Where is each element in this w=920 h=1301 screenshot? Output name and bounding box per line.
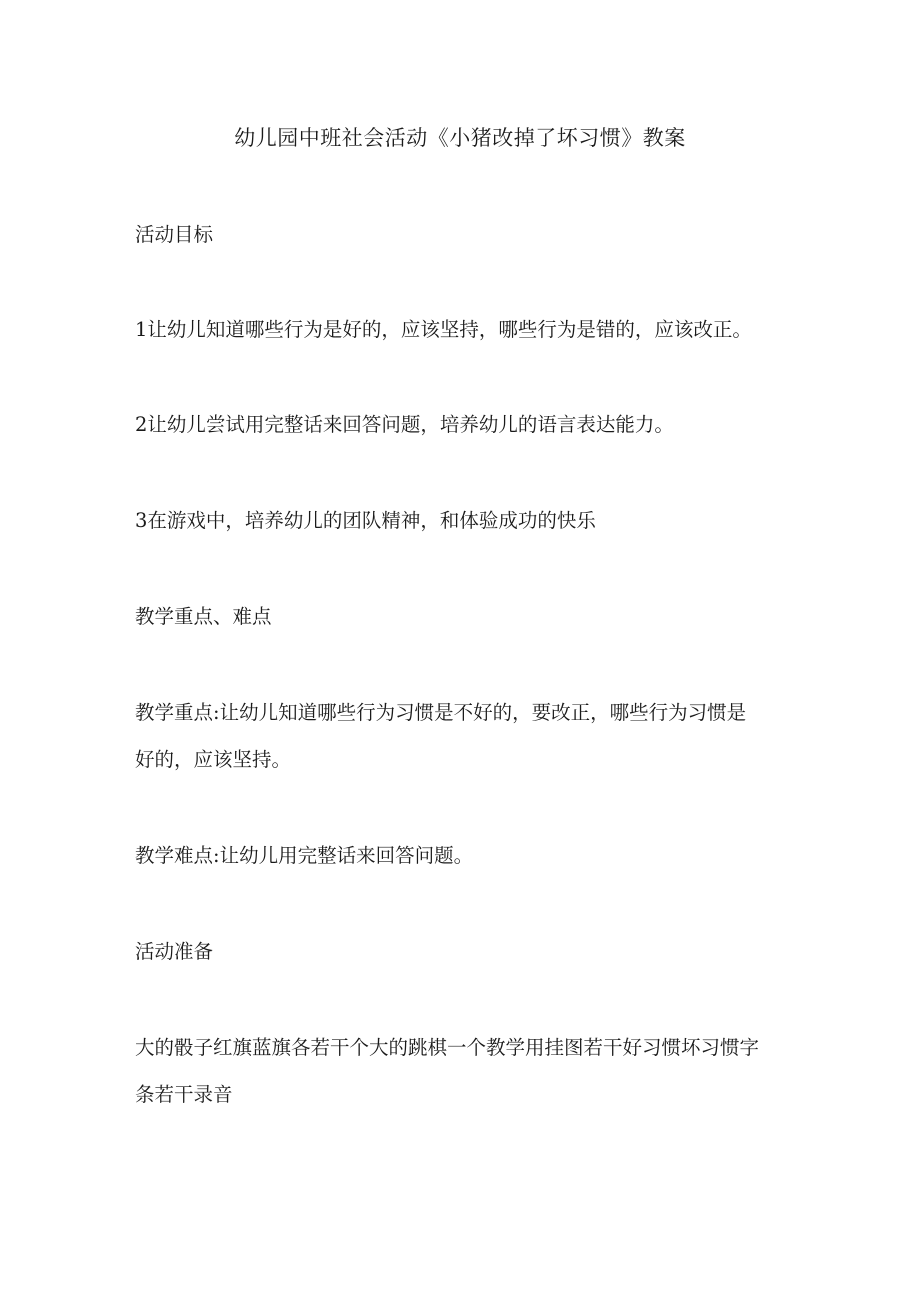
key-point-line-1: 教学重点:让幼儿知道哪些行为习惯是不好的，要改正，哪些行为习惯是 <box>135 701 747 724</box>
section-heading-key-points: 教学重点、难点 <box>135 605 272 628</box>
goal-item-3: 3在游戏中，培养幼儿的团队精神，和体验成功的快乐 <box>135 509 596 532</box>
preparation-line-2: 条若干录音 <box>135 1083 233 1106</box>
goal-item-1: 1让幼儿知道哪些行为是好的，应该坚持，哪些行为是错的，应该改正。 <box>135 318 752 341</box>
key-point-line-2: 好的，应该坚持。 <box>135 748 292 771</box>
section-heading-goals: 活动目标 <box>135 223 214 246</box>
goal-item-2: 2让幼儿尝试用完整话来回答问题，培养幼儿的语言表达能力。 <box>135 413 674 436</box>
preparation-line-1: 大的骰子红旗蓝旗各若干个大的跳棋一个教学用挂图若干好习惯坏习惯字 <box>135 1036 760 1059</box>
section-heading-preparation: 活动准备 <box>135 940 214 963</box>
difficulty-point: 教学难点:让幼儿用完整话来回答问题。 <box>135 844 474 867</box>
document-title: 幼儿园中班社会活动《小猪改掉了坏习惯》教案 <box>234 126 686 150</box>
